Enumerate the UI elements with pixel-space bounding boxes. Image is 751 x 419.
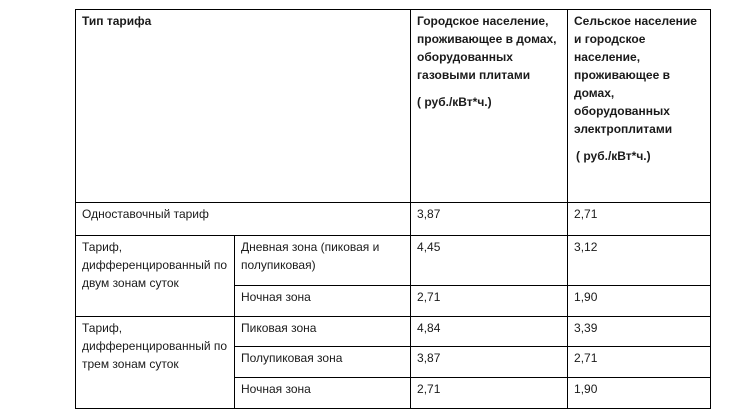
tariff-table: [75, 9, 711, 409]
two-zone-day-row: [76, 236, 711, 286]
header-rural-population: [568, 10, 711, 203]
three-zone-halfpeak-zone: Полупиковая зона: [235, 347, 411, 378]
two-zone-day-urban-value: 4,45: [411, 236, 568, 286]
three-zone-peak-urban-value: 4,84: [411, 317, 568, 347]
three-zone-halfpeak-rural-value: 2,71: [568, 347, 711, 378]
two-zone-night-zone: Ночная зона: [235, 286, 411, 317]
single-rate-rural-value: 2,71: [568, 203, 711, 236]
three-zone-halfpeak-urban-value: 3,87: [411, 347, 568, 378]
two-zone-day-zone: Дневная зона (пиковая и полупиковая): [235, 236, 411, 286]
two-zone-tariff-label: Тариф, дифференцированный по двум зонам суток: [76, 236, 235, 317]
three-zone-night-urban-value: 2,71: [411, 378, 568, 409]
single-rate-label: Одноставочный тариф: [76, 203, 411, 236]
two-zone-day-rural-value: 3,12: [568, 236, 711, 286]
header-urban-text: Городское население, проживающее в домах, оборудованных газовыми плитами: [417, 14, 557, 82]
three-zone-peak-rural-value: 3,39: [568, 317, 711, 347]
three-zone-peak-row: [76, 317, 711, 347]
header-rural-unit: ( руб./кВт*ч.): [576, 149, 651, 163]
three-zone-tariff-label: Тариф, дифференцированный по трем зонам суток: [76, 317, 235, 409]
header-tariff-type: Тип тарифа: [76, 10, 411, 203]
three-zone-night-rural-value: 1,90: [568, 378, 711, 409]
two-zone-night-rural-value: 1,90: [568, 286, 711, 317]
header-row: [76, 10, 711, 203]
header-urban-population: [411, 10, 568, 203]
single-rate-row: [76, 203, 711, 236]
three-zone-peak-zone: Пиковая зона: [235, 317, 411, 347]
three-zone-night-zone: Ночная зона: [235, 378, 411, 409]
header-rural-text: Сельское население и городское население, проживающее в домах, оборудованных электроплитами: [574, 14, 697, 136]
two-zone-night-urban-value: 2,71: [411, 286, 568, 317]
single-rate-urban-value: 3,87: [411, 203, 568, 236]
header-urban-unit: ( руб./кВт*ч.): [417, 95, 492, 109]
